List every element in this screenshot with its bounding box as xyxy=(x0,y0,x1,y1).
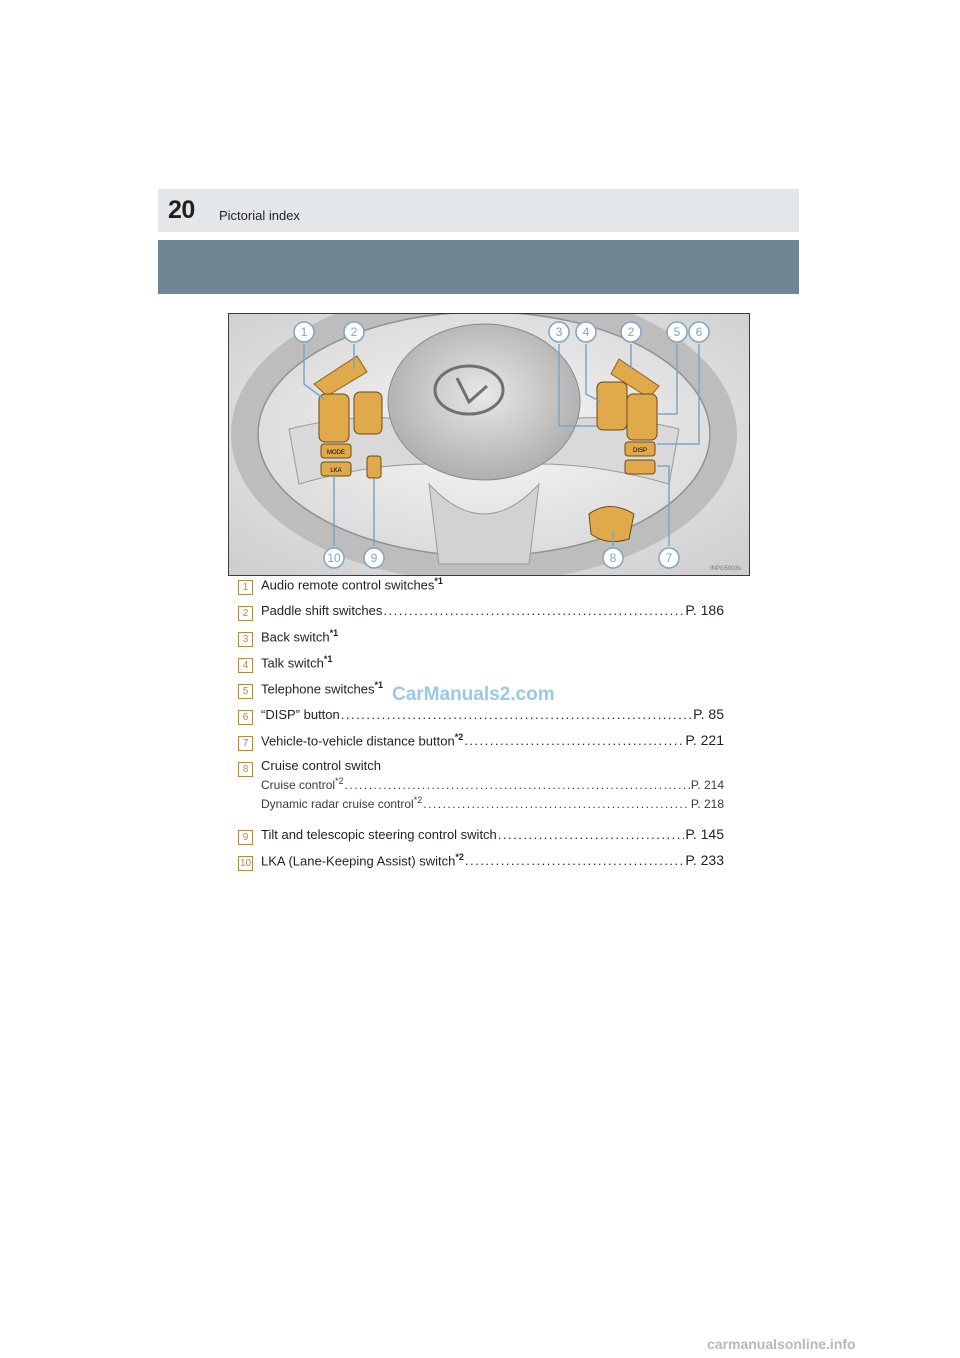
back-talk-switch xyxy=(597,382,627,430)
footnote-mark: *2 xyxy=(454,732,464,742)
item-number: 5 xyxy=(238,684,253,699)
sub-item xyxy=(261,776,724,792)
page-number: 20 xyxy=(168,196,195,224)
callout: 3 xyxy=(555,325,563,339)
steering-hub xyxy=(388,324,580,480)
audio-switch xyxy=(319,394,349,442)
cruise-lever xyxy=(589,507,634,542)
callout: 6 xyxy=(695,325,703,339)
footnote-mark: *1 xyxy=(329,628,339,638)
item-number: 7 xyxy=(238,736,253,751)
item-number: 2 xyxy=(238,606,253,621)
list-item xyxy=(238,758,724,818)
footnote-mark: *2 xyxy=(455,852,464,862)
callout: 4 xyxy=(582,325,590,339)
callout: 10 xyxy=(327,551,341,565)
footer-watermark: carmanualsonline.info xyxy=(707,1336,856,1352)
list-item xyxy=(238,706,724,728)
page-reference[interactable]: P. 218 xyxy=(690,797,724,811)
back-talk-switch-left xyxy=(354,392,382,434)
list-item xyxy=(238,826,724,848)
page-reference[interactable]: P. 186 xyxy=(685,602,724,618)
item-label: LKA (Lane-Keeping Assist) switch xyxy=(261,853,456,869)
item-number: 4 xyxy=(238,658,253,673)
steering-wheel-figure xyxy=(228,313,750,576)
item-number: 3 xyxy=(238,632,253,647)
lka-label: LKA xyxy=(330,468,342,474)
list-item xyxy=(238,732,724,754)
callout: 8 xyxy=(609,551,617,565)
sub-item-label: Cruise control xyxy=(261,778,336,792)
item-label: Vehicle-to-vehicle distance button xyxy=(261,733,455,749)
watermark: CarManuals2.com xyxy=(392,684,555,705)
disp-label: DISP xyxy=(632,448,648,454)
item-label: Back switch xyxy=(261,629,330,645)
item-label: Cruise control switch xyxy=(261,758,381,773)
list-item xyxy=(238,602,724,624)
callout: 1 xyxy=(300,325,308,339)
list-item xyxy=(238,628,724,650)
footnote-mark: *2 xyxy=(335,776,344,786)
item-number: 9 xyxy=(238,830,253,845)
page-reference[interactable]: P. 214 xyxy=(690,778,724,792)
footnote-mark: *1 xyxy=(374,680,383,690)
callout: 5 xyxy=(673,325,681,339)
item-label: Telephone switches xyxy=(261,681,375,697)
item-label: Paddle shift switches xyxy=(261,603,383,618)
telephone-switch xyxy=(627,394,657,440)
figure-code: INPG5003s xyxy=(709,566,741,572)
sub-item-label: Dynamic radar cruise control xyxy=(261,797,414,811)
callout: 7 xyxy=(665,551,673,565)
item-number: 1 xyxy=(238,580,253,595)
item-number: 10 xyxy=(239,858,252,869)
list-item xyxy=(238,576,724,598)
callout: 2 xyxy=(350,325,358,339)
footnote-mark: *2 xyxy=(413,795,423,805)
item-label: Tilt and telescopic steering control switch xyxy=(261,827,497,842)
list-item xyxy=(238,654,724,676)
page-reference[interactable]: P. 233 xyxy=(685,852,724,869)
list-item xyxy=(238,852,724,874)
page-reference[interactable]: P. 145 xyxy=(685,826,724,842)
callout: 9 xyxy=(370,551,378,565)
footnote-mark: *1 xyxy=(323,654,333,664)
item-number: 8 xyxy=(238,762,253,777)
item-label: Audio remote control switches xyxy=(261,577,435,593)
mode-label: MODE xyxy=(327,450,345,456)
item-label: “DISP” button xyxy=(261,707,340,722)
sub-item xyxy=(261,795,724,811)
page-reference[interactable]: P. 221 xyxy=(685,732,724,749)
item-number: 6 xyxy=(238,710,253,725)
tilt-switch xyxy=(367,456,381,478)
item-label: Talk switch xyxy=(261,655,324,671)
distance-button xyxy=(625,460,655,474)
footnote-mark: *1 xyxy=(434,576,443,586)
page-reference[interactable]: P. 85 xyxy=(693,706,724,722)
callout: 2 xyxy=(627,325,635,339)
section-title: Pictorial index xyxy=(219,208,300,223)
section-band xyxy=(158,240,799,294)
